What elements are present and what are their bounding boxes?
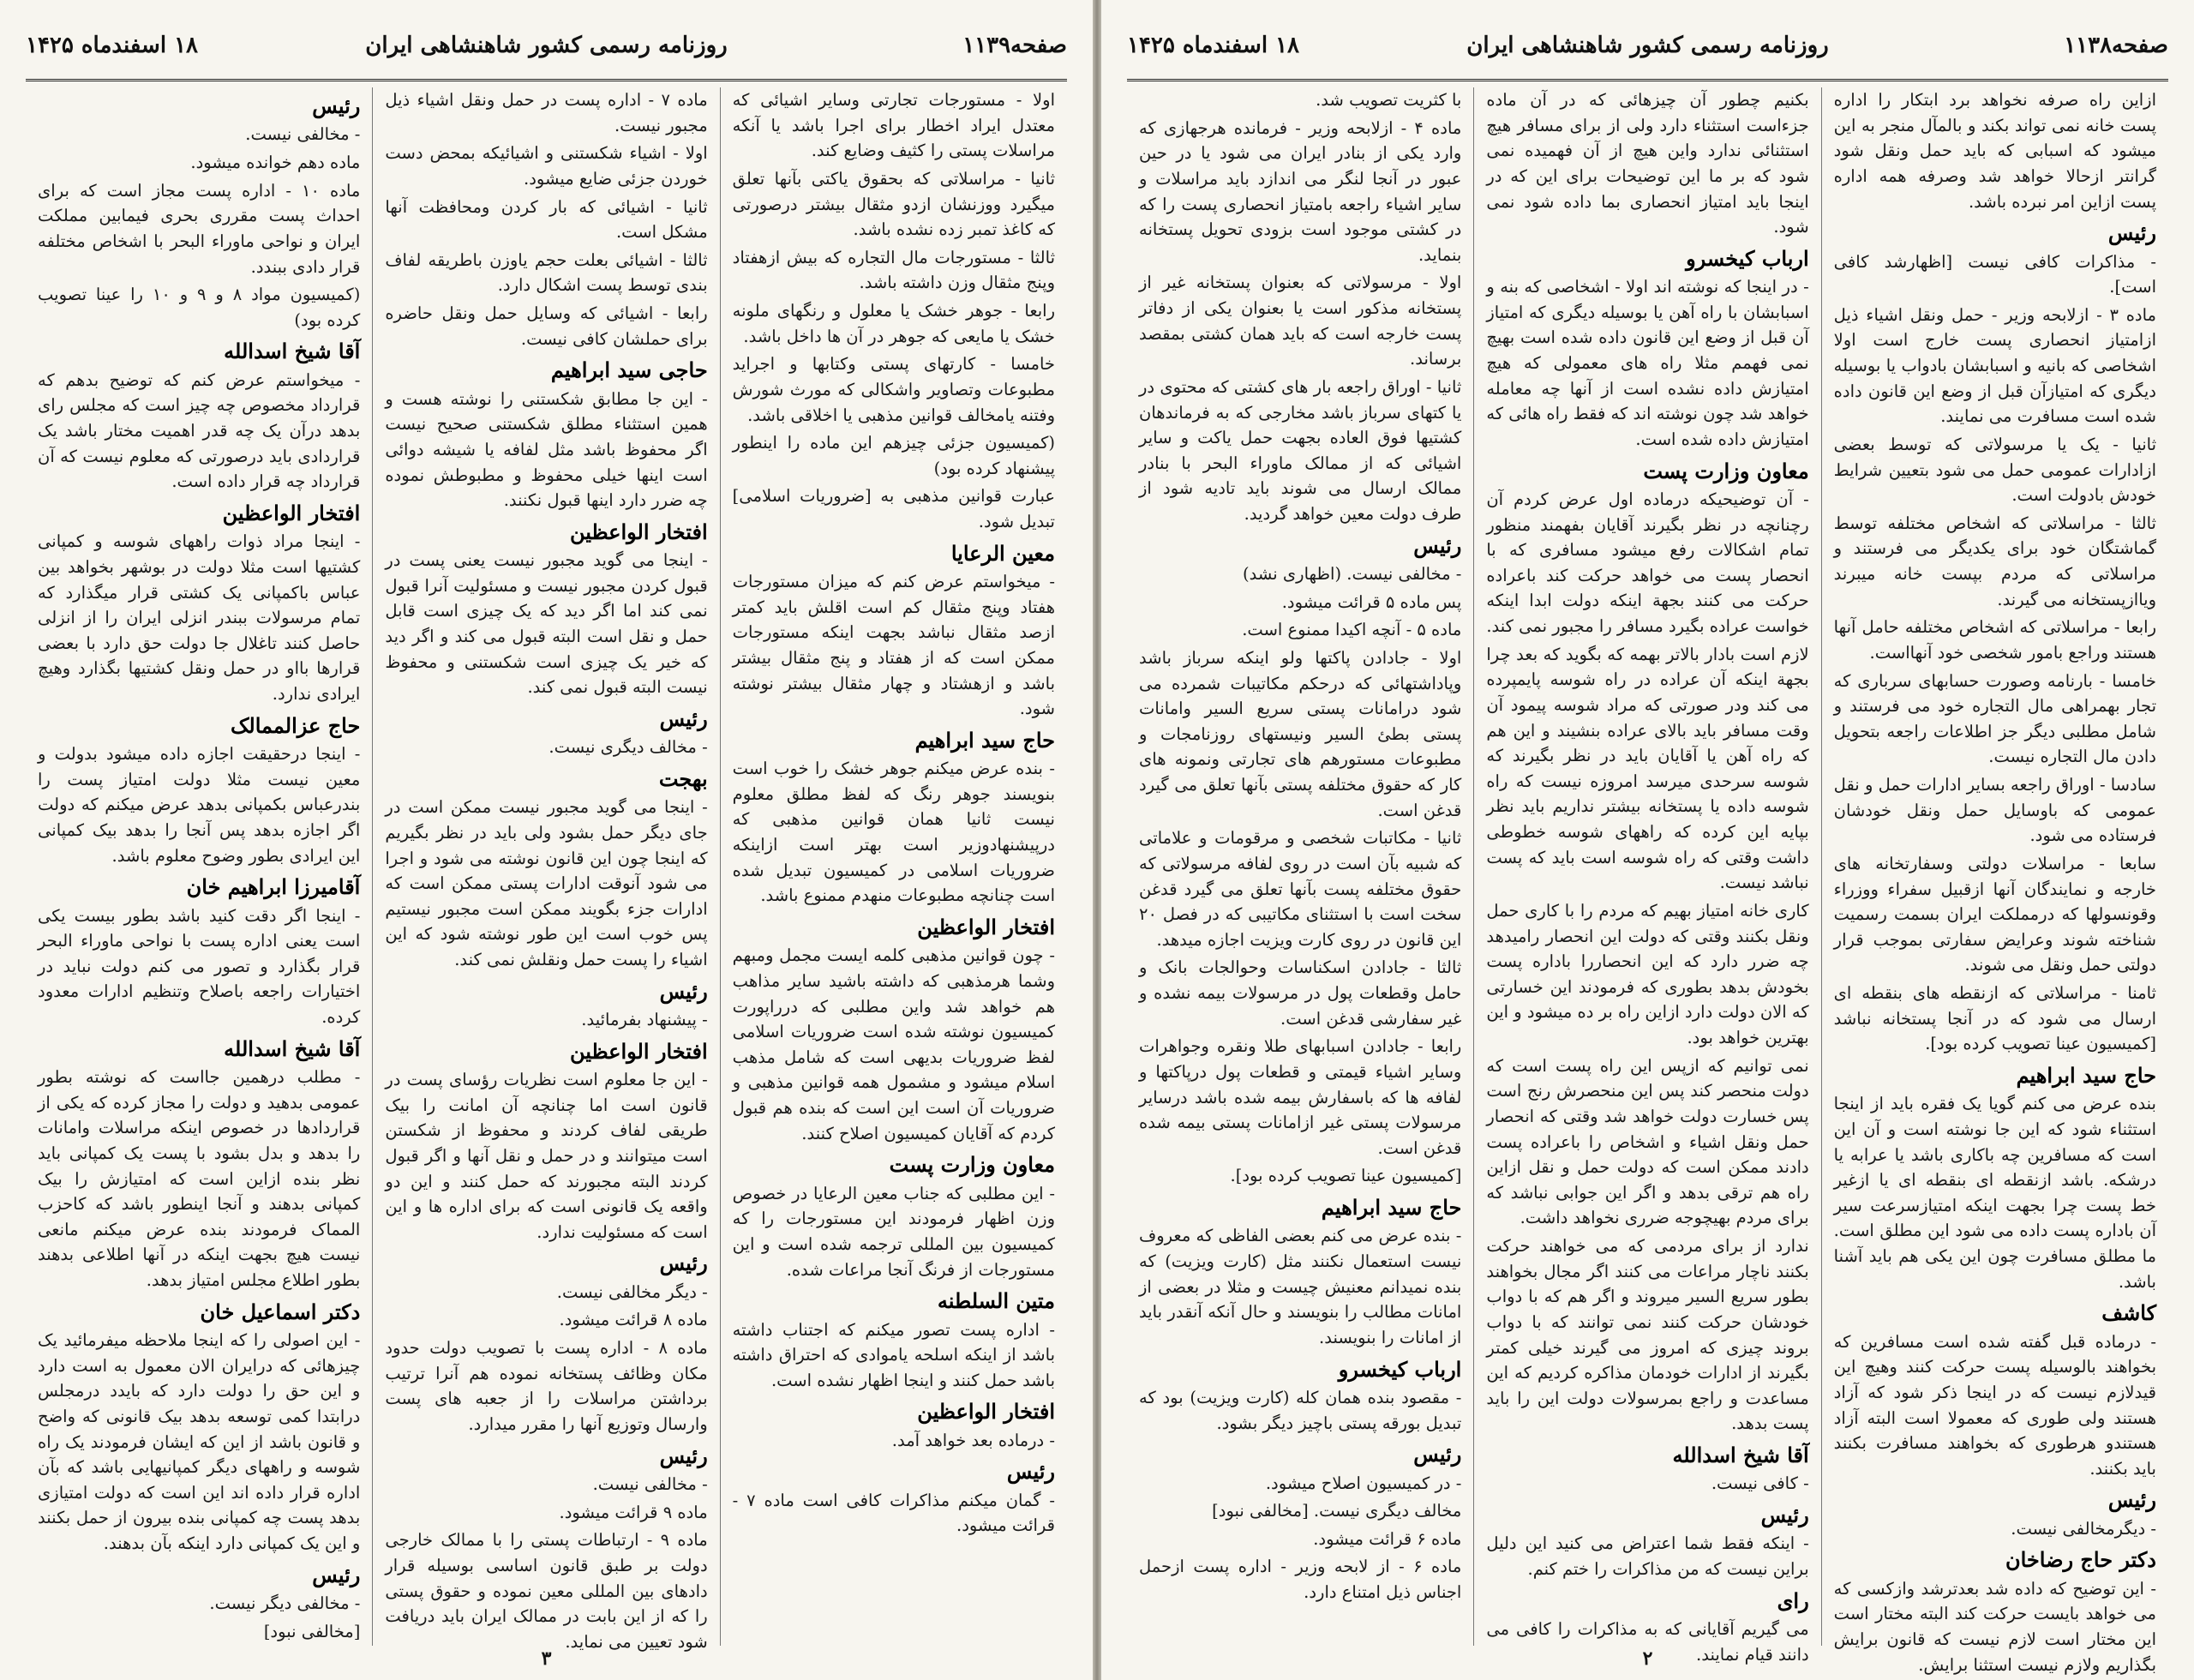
speaker-name: ارباب کیخسرو bbox=[1338, 1356, 1462, 1382]
paragraph: - درماده بعد خواهد آمد. bbox=[891, 1430, 1055, 1450]
paragraph: - این جا مطابق شکستنی را نوشته هست و همین استثناء مطلق شکستنی صحیح نیست اگر محفوظ باشد مثل لفافه یا شیشه دوائی است اینها خیلی محفوظ و مطبوطش نموده چه ضرر دارد اینها قبول نکنند. bbox=[385, 388, 708, 511]
paragraph: - مخالفی نیست. bbox=[592, 1474, 708, 1494]
paragraph: - اینجا درحقیقت اجازه داده میشود بدولت و معین نیست مثلا دولت امتیاز پست را بندرعباس بکمپانی بدهد عرض میکنم که دولت اگر اجازه بدهد پس آنجا را بدهد بیک کمپانی این ایرادی بطور وضوح معلوم باشد. bbox=[38, 744, 361, 866]
page-number: ۲ bbox=[1642, 1647, 1653, 1670]
paragraph: رابعا - جادادن اسبابهای طلا ونقره وجواهرات وسایر اشیاء قیمتی و قطعات پول درپاکتها و لفافه ها که باسفارش بیمه شده باشد درسایر مرسولات پستی غیر ازامانات پستی بیمه شده قدغن است. bbox=[1139, 1036, 1462, 1158]
paragraph: ثانیا - یک یا مرسولاتی که توسط بعضی ازادارات عمومی حمل می شود بتعیین شرایط خودش بادولت است. bbox=[1833, 434, 2156, 506]
paragraph: - مخالف دیگری نیست. bbox=[548, 737, 708, 758]
speaker-name: حاج سید ابراهیم bbox=[914, 727, 1055, 753]
page-label: صفحه۱۱۳۸ bbox=[2064, 33, 2168, 58]
paragraph: - کافی نیست. bbox=[1711, 1473, 1809, 1494]
paragraph: - در کمیسیون اصلاح میشود. bbox=[1265, 1473, 1462, 1493]
paragraph: ماده ۷ - اداره پست در حمل ونقل اشیاء ذیل مجبور نیست. bbox=[385, 90, 708, 135]
page-label: صفحه۱۱۳۹ bbox=[962, 33, 1067, 58]
speaker-name: حاج سید ابراهیم bbox=[1321, 1195, 1462, 1221]
paragraph: بکنیم چطور آن چیزهائی که در آن ماده جزءاست استثناء دارد ولی از برای مسافر هیچ استثنائی ندارد واین هیچ از آن فهمیده نمی شود که بر ما این توضیحات برای این که در اینجا باید امتیاز انحصاری بما داده شود نمی شود. bbox=[1486, 90, 1809, 237]
paragraph: ثامنا - مراسلاتی که ازنقطه های بنقطه ای ارسال می شود که در آنجا پستخانه نباشد [کمیسیون عینا تصویب کرده بود]. bbox=[1833, 983, 2156, 1054]
paragraph: با کثریت تصویب شد. bbox=[1316, 90, 1462, 110]
page-header bbox=[1127, 33, 2168, 74]
paragraph: ثانیا - اشیائی که بار کردن ومحافظت آنها مشکل است. bbox=[385, 196, 708, 243]
paragraph: رابعا - جوهر خشک یا معلول و رنگهای ملونه خشک یا مایعی که جوهر در آن ها داخل باشد. bbox=[732, 301, 1055, 346]
speaker-name: دکتر حاج رضاخان bbox=[2005, 1547, 2156, 1573]
paragraph: ثانیا - اوراق راجعه بار های کشتی که محتوی در یا کتهای سرباز باشد مخارجی که به فرماندهان کشتیها فوق العاده بجهت حمل یاکت و سایر اشیائی که از ممالک ماوراء البحر با بنادر ممالک ارسال می شوند باید تادیه شود از طرف دولت معین خواهد گردید. bbox=[1139, 376, 1462, 524]
paragraph: - بنده عرض می کنم بعضی الفاظی که معروف نیست استعمال نکنند مثل (کارت ویزیت) که بنده نمیدانم معنیش چیست و مثلا در بعضی از امانات مطالب را بنویسند و حال آنکه آنقدر باید از امانات را بنویسند. bbox=[1139, 1226, 1462, 1347]
paragraph: [مخالفی نبود] bbox=[263, 1621, 361, 1641]
paragraph: ماده ۳ - ازلابحه وزیر - حمل ونقل اشیاء ذیل ازامتیاز انحصاری پست خارج است اولا اشخاصی که بانیه و اسبابشان بادواب یا بوسیله دیگری که امتیازآن قبل از وضع این قانون داده شده است مسافرت می نمایند. bbox=[1833, 304, 2156, 427]
binding-gutter bbox=[1093, 0, 1101, 1680]
newspaper-title: روزنامه رسمی کشور شاهنشاهی ایران bbox=[1466, 33, 1829, 58]
speaker-name: آقامیرزا ابراهیم خان bbox=[186, 874, 361, 900]
paragraph: ثالثا - اشیائی بعلت حجم یاوزن باطریقه لفاف بندی توسط پست اشکال دارد. bbox=[385, 249, 708, 296]
text-column bbox=[720, 87, 1067, 1646]
paragraph: ماده ۶ قرائت میشود. bbox=[1313, 1528, 1462, 1549]
text-column bbox=[1127, 87, 1473, 1646]
paragraph: ثالثا - مستورجات مال التجاره که بیش ازهفتاد وپنج مثقال وزن داشته باشد. bbox=[732, 247, 1055, 293]
paragraph: - این توضیح که داده شد بعدترشد وازکسی که می خواهد بایست حرکت کند البته مختار است این مختار است لازم نیست که قانون برایش بگذاریم ولازم نیست استثنا برایش. bbox=[1833, 1578, 2156, 1675]
speaker-name: رئیس bbox=[659, 978, 708, 1004]
paragraph: خامسا - بارنامه وصورت حسابهای سرباری که تجار بهمراهی مال التجاره خود می فرستند و شامل مطلبی دیگر جز اطلاعات راجعه بتحویل دادن مال التجاره نیست. bbox=[1833, 670, 2156, 767]
paragraph: - بنده عرض میکنم جوهر خشک را خوب است بنویسند جوهر رنگ که لفظ مطلق معلوم نیست ثانیا همان قوانین مذهبی که درپیشنهادوزیر است بهتر است ازاینکه ضروریات اسلامی در کمیسیون تبدیل شده است چنانچه مطبوعات منهدم ممنوع باشد. bbox=[732, 759, 1055, 906]
paragraph: - مقصود بنده همان کله (کارت ویزیت) بود که تبدیل بورقه پستی باچیز دیگر بشود. bbox=[1139, 1387, 1462, 1433]
speaker-name: آقا شیخ اسدالله bbox=[224, 1035, 361, 1061]
newspaper-title: روزنامه رسمی کشور شاهنشاهی ایران bbox=[365, 33, 728, 58]
speaker-name: رئیس bbox=[312, 93, 361, 118]
paragraph: ماده ۸ قرائت میشود. bbox=[559, 1310, 708, 1330]
paragraph: - آن توضیحیکه درماده اول عرض کردم آن رچنانچه در نظر بگیرند آقایان بفهمند منظور تمام اشکالات رفع میشود مسافری که با انحصار پست می خواهد حرکت کند باعراده حرکت می کنند بجهة اینکه دولت ابدا اینکه خواست عراده بگیرد مسافر را مجبور نمی کند. bbox=[1486, 489, 1809, 637]
paragraph: کاری خانه امتیاز بهیم که مردم را با کاری حمل ونقل بکنند وقتی که دولت این انحصار رامیدهد چه ضرر دارد که این انحصاررا باداره پست بخودش بدهد بطوری که فرمودند این خسارتی که الان دولت دارد ازاین راه بر ده میشود و این بهترین خواهد بود. bbox=[1486, 900, 1809, 1048]
speaker-name: افتخار الواعظین bbox=[569, 1038, 708, 1064]
paragraph: - اداره پست تصور میکنم که اجتناب داشته باشد از اینکه اسلحه یاموادی که احتراق داشته باشد حمل کنند و اینجا اظهار نشده است. bbox=[732, 1319, 1055, 1390]
paragraph: مخالف دیگری نیست. [مخالفی نبود] bbox=[1212, 1501, 1462, 1521]
right-page bbox=[1101, 0, 2194, 1680]
speaker-name: معاون وزارت پست bbox=[889, 1152, 1055, 1178]
paragraph: ندارد از برای مردمی که می خواهند حرکت بکنند ناچار مراعات می کنند اگر مجال بخواهند بطور سریع السیر میروند و اگر هم که با دواب خودشان حرکت کنند نمی توانند که با دواب بروند چیزی که امروز می گیرند خیلی کمتر بگیرند از ادارات خودمان مذاکره کردیم که این مساعدت و راجع بمرسولات دولت این را باید پست بدهد. bbox=[1486, 1236, 1809, 1434]
paragraph: رابعا - اشیائی که وسایل حمل ونقل حاضره برای حملشان کافی نیست. bbox=[385, 303, 708, 349]
paragraph: - اینکه فقط شما اعتراض می کنید این دلیل براین نیست که من مذاکرات را ختم کنم. bbox=[1486, 1533, 1809, 1580]
speaker-name: رئیس bbox=[1413, 1442, 1462, 1467]
speaker-name: رئیس bbox=[1413, 532, 1462, 558]
paragraph: - پیشنهاد بفرمائید. bbox=[581, 1010, 708, 1030]
paragraph: اولا - اشیاء شکستنی و اشیائیکه بمحض دست خوردن جزئی ضایع میشود. bbox=[385, 143, 708, 189]
paragraph: ماده ۱۰ - اداره پست مجاز است که برای احداث پست مقرری بحری فیمابین مملکت ایران و نواحی ماوراء البحر با اشخاص مختلفه قرار دادی ببندد. bbox=[38, 180, 361, 277]
speaker-name: افتخار الواعظین bbox=[569, 519, 708, 544]
issue-date: ۱۸ اسفندماه ۱۴۲۵ bbox=[1127, 33, 1300, 58]
speaker-name: رئیس bbox=[2107, 1487, 2156, 1513]
paragraph: نمی توانیم که ازپس این راه پست است که دولت منحصر کند پس این منحصرش رنج است پس خسارت دولت خواهد شد وقتی که انحصار حمل ونقل اشیاء و اشخاص را باعراده پست دادند ممکن است که دولت حمل و نقل ازاین راه هم ترقی بدهد و اگر این جوابی نباشد که برای مردم بهیچوجه ضرری نخواهد داشت. bbox=[1486, 1055, 1809, 1228]
paragraph: سادسا - اوراق راجعه بسایر ادارات حمل و نقل عمومی که باوسایل حمل ونقل خودشان فرستاده می شود. bbox=[1833, 775, 2156, 846]
paragraph: ثانیا - مکاتبات شخصی و مرقومات و علاماتی که شبیه بآن است در روی لفافه مرسولاتی که حقوق مختلفه پست بآنها تعلق می گیرد قدغن سخت است با استثنای مکاتیبی که در فصل ۲۰ این قانون در روی کارت ویزیت اجازه میدهد. bbox=[1139, 828, 1462, 950]
paragraph: ماده ۴ - ازلابحه وزیر - فرمانده هرجهازی که وارد یکی از بنادر ایران می شود یا در حین عبور در آنجا لنگر می اندازد باید مراسلات و سایر اشیاء راجعه بامتیاز انحصاری پست را که در کشتی موجود است بزودی تحویل پستخانه بنماید. bbox=[1139, 117, 1462, 265]
page-number: ۳ bbox=[541, 1647, 552, 1670]
paragraph: ثالثا - مراسلاتی که اشخاص مختلفه توسط گماشتگان خود برای یکدیگر می فرستند و مراسلاتی که مردم بپست خانه میبرند ویاازپستخانه می گیرند. bbox=[1833, 513, 2156, 609]
header-rule bbox=[1127, 79, 2168, 81]
header-rule bbox=[26, 79, 1067, 81]
speaker-name: حاج سید ابراهیم bbox=[2016, 1062, 2156, 1088]
text-column bbox=[372, 87, 719, 1652]
paragraph: - مخالفی نیست. bbox=[245, 124, 361, 145]
paragraph: می گیریم آقایانی که به مذاکرات را کافی می دانند قیام نمایند. bbox=[1486, 1619, 1809, 1665]
paragraph: ماده ۹ - ارتباطات پستی را با ممالک خارجی دولت بر طبق قانون اساسی بوسیله قرار دادهای بین المللی معین نموده و حقوق پستی را که از این بابت در ممالک ایران باید دریافت شود تعیین می نماید. bbox=[385, 1530, 708, 1652]
speaker-name: حاجی سید ابراهیم bbox=[550, 357, 708, 383]
speaker-name: افتخار الواعظین bbox=[222, 500, 361, 525]
text-column bbox=[26, 87, 372, 1646]
speaker-name: رئیس bbox=[659, 705, 708, 731]
paragraph: ثالثا - جادادن اسکناسات وحوالجات بانک و حامل وقطعات پول در مرسولات بیمه نشده و غیر سفارشی قدغن است. bbox=[1139, 957, 1462, 1029]
left-page bbox=[0, 0, 1093, 1680]
paragraph: - مذاکرات کافی نیست [اظهارشد کافی است]. bbox=[1833, 251, 2156, 297]
speaker-name: افتخار الواعظین bbox=[917, 1399, 1055, 1425]
paragraph: سابعا - مراسلات دولتی وسفارتخانه های خارجه و نمایندگان آنها ازقبیل سفراء ووزراء وقونسولها که درمملکت ایران بسمت رسمیت شناخته شوند وعرایض سفارتی بموجب قرار دولتی حمل ونقل می شوند. bbox=[1833, 853, 2156, 975]
page-header bbox=[26, 33, 1067, 74]
paragraph: - در اینجا که نوشته اند اولا - اشخاصی که بنه و اسبابشان با راه آهن یا بوسیله دیگری که امتیاز آن قبل از وضع این قانون داده شده است بهیچ نمی فهمم مثلا راه های معمولی که هیچ امتیازش داده نشده است از آنها چه معامله خواهد شد چون نوشته اند که فقط راه هائی که امتیازش داده شده است. bbox=[1486, 277, 1809, 449]
speaker-name: بهجت bbox=[658, 765, 708, 791]
speaker-name: رئیس bbox=[312, 1562, 361, 1587]
paragraph: - این اصولی را که اینجا ملاحظه میفرمائید یک چیزهائی که درایران الان معمول به است دارد و این حق را دولت دارد که بایدد درمجلس درابتدا کمی توسعه بدهد بیک قانونی که واضح و قانون باشد از این که ایشان فرمودند یک راه شوسه و راههای دیگر کمپانیهایی باشد که بآن اداره قرار داده اند این است که دولت امتیازی بدهد پست چه کمپانی بنده بیرون از حمل بکنند و این یک کمپانی دارد اینکه بآن بدهند. bbox=[38, 1330, 361, 1554]
paragraph: ماده ۹ قرائت میشود. bbox=[559, 1502, 708, 1522]
paragraph: - این مطلبی که جناب معین الرعایا در خصوص وزن اظهار فرمودند این مستورجات را که کمیسیون بین المللی ترجمه شده است و این مستورجات از فرنگ آنجا مراعات شده. bbox=[732, 1183, 1055, 1280]
speaker-name: کاشف bbox=[2101, 1300, 2156, 1326]
paragraph: اولا - مرسولاتی که بعنوان پستخانه غیر از پستخانه مذکور است یا بعنوان یکی از دفاتر پست خارجه است که باید همان کشتی بمقصد برساند. bbox=[1139, 273, 1462, 369]
paragraph: - اینجا اگر دقت کنید باشد بطور بیست یکی است یعنی اداره پست با نواحی ماوراء البحر قرار بگذارد و تصور می کنم دولت نباید در اختیارات راجعه باصلاح وتنظیم ادارات معدود کرده. bbox=[38, 905, 361, 1028]
paragraph: - میخواستم عرض کنم که توضیح بدهم که قرارداد مخصوص چه چیز است که مجلس رای بدهد درآن یک چه قدر اهمیت مختار باشد یک قراردادی باید درصورتی که معلوم نیست که آن قرارداد چه قرار داده است. bbox=[38, 369, 361, 492]
paragraph: اولا - مستورجات تجارتی وسایر اشیائی که معتدل ایراد اخطار برای اجرا باشد یا آنکه مراسلات پستی را کثیف وضایع کند. bbox=[732, 90, 1055, 161]
speaker-name: رئیس bbox=[1006, 1459, 1055, 1485]
speaker-name: آقا شیخ اسدالله bbox=[224, 339, 361, 364]
paragraph: - اینجا می گوید مجبور نیست یعنی پست در قبول کردن مجبور نیست و مسئولیت آنرا قبول نمی کند اما اگر دید که یک چیزی است قابل حمل و نقل است البته قبول می کند و اگر دید که خیر یک چیزی است شکستنی و محفوظ نیست البته قبول نمی کند. bbox=[385, 550, 708, 698]
paragraph: - دیگر مخالفی نیست. bbox=[556, 1281, 708, 1302]
speaker-name: معین الرعایا bbox=[950, 540, 1055, 566]
paragraph: بنده عرض می کنم گویا یک فقره باید از اینجا استثناء شود که این جا نوشته است و آن این است که مسافرین چه باکاری باشد یا عرابه یا درشکه. باشد ازنقطه ای بنقطه ای یا ازغیر خط پست چرا بجهت اینکه امتیازسرعت سیر آن باداره پست داده می شود این مطلق است. ما مطلق مسافرت چون این یکی هم باید آشنا باشد. bbox=[1833, 1094, 2156, 1292]
speaker-name: آقا شیخ اسدالله bbox=[1672, 1443, 1809, 1468]
paragraph: - میخواستم عرض کنم که میزان مستورجات هفتاد وپنج مثقال کم است اقلش باید کمتر ازصد مثقال نباشد بجهت اینکه مستورجات ممکن است که از هفتاد و پنج مثقال بیشتر باشد و ازهشتاد و چهار مثقال بیشتر نوشته شود. bbox=[732, 572, 1055, 719]
paragraph: - گمان میکنم مذاکرات کافی است ماده ۷ - قرائت میشود. bbox=[732, 1490, 1055, 1536]
speaker-name: معاون وزارت پست bbox=[1643, 458, 1809, 483]
issue-date: ۱۸ اسفندماه ۱۴۲۵ bbox=[26, 33, 199, 58]
column-container bbox=[26, 87, 1067, 1652]
paragraph: - چون قوانین مذهبی کلمه ایست مجمل ومبهم وشما هرمذهبی که داشته باشید سایر مذاهب هم خواهد شد واین مطلبی که درراپورت کمیسیون نوشته شده است ضروریات اسلامی لفظ ضروریات بدیهی است که شامل مذهب اسلام میشود و مشمول همه قوانین مذهبی و ضروریات آن است این است که بنده هم قبول کردم که آقایان کمیسیون اصلاح کنند. bbox=[732, 945, 1055, 1143]
paragraph: لازم است بادار بالاتر بهمه که بگوید که بعد چرا بجهة اینکه آن عراده در راه شوسه پایمپرده می کند ودر صورتی که مراد شوسه پیمود آن وقت مسافر باید بالای عراده بنشیند و این هم که راه آهن یا آقایان باید در نظر بگیرند که شوسه سرحدی میرسد امروزه نیست که راه شوسه داده یا پستخانه بیشتر نداریم باید نظر بپایه این کرده که راههای شوسه خطوطی داشت وقتی که راه شوسه است باید که پست نباشد نیست. bbox=[1486, 644, 1809, 893]
paragraph: (کمیسیون جزئی چیزهم این ماده را اینطور پیشنهاد کرده بود) bbox=[732, 433, 1055, 478]
paragraph: خامسا - کارتهای پستی وکتابها و اجراید مطبوعات وتصاویر واشکالی که مورث شورش وفتنه یامخالف قوانین مذهبی یا اخلاقی باشد. bbox=[732, 354, 1055, 425]
paragraph: ازاین راه صرفه نخواهد برد ابتکار را اداره پست خانه نمی تواند بکند و بالمآل منجر به این میشود که اسبابی که باید حمل ونقل شود گرانتر ازحالا خواهد شد وصرفه همه اداره پست ازاین امر نبرده باشد. bbox=[1833, 90, 2156, 212]
paragraph: - درماده قبل گفته شده است مسافرین که بخواهند بالوسیله پست حرکت کنند وهیچ این قیدلازم نیست که در اینجا ذکر شود که آزاد هستند ولی طوری که معمولا است البته آزاد هستندو هرطوری که بخواهند مسافرت بکنند باید بکنند. bbox=[1833, 1331, 2156, 1479]
paragraph: اولا - جادادن پاکتها ولو اینکه سرباز باشد وپاداشتهائی که درحکم مکاتیبات شمرده می شود درامانات پستی سریع السیر وامانات پستی بطئ السیر ونیستهای روزنامجات و مطبوعات مستورهم های تجارتی ونمونه های کار که حقوق مختلفه پستی بآنها تعلق می گیرد قدغن است. bbox=[1139, 647, 1462, 820]
speaker-name: رای bbox=[1777, 1587, 1809, 1613]
paragraph: - مخالفی دیگر نیست. bbox=[209, 1593, 361, 1614]
paragraph: (کمیسیون مواد ۸ و ۹ و ۱۰ را عینا تصویب کرده بود) bbox=[38, 285, 361, 330]
paragraph: [کمیسیون عینا تصویب کرده بود]. bbox=[1230, 1166, 1462, 1186]
paragraph: ماده ۵ - آنچه اکیدا ممنوع است. bbox=[1242, 620, 1462, 640]
paragraph: ماده دهم خوانده میشود. bbox=[190, 153, 361, 173]
paragraph: - دیگرمخالفی نیست. bbox=[2011, 1518, 2156, 1539]
paragraph: عبارت قوانین مذهبی به [ضروریات اسلامی] تبدیل شود. bbox=[732, 486, 1055, 531]
paragraph: - اینجا می گوید مجبور نیست ممکن است در جای دیگر حمل بشود ولی باید در نظر بگیریم که اینجا چون این قانون نوشته می شود و اجرا می شود آنوقت ادارات پستی ممکن است که ادارات جزء بگویند ممکن است مجبور نیستیم پس خوب است این طور نوشته شود که این اشیاء را پست حمل ونقلش نمی کند. bbox=[385, 797, 708, 970]
paragraph: - مطلب درهمین جااست که نوشته بطور عمومی بدهید و دولت را مجاز کرده که یکی از قراردادها در خصوص اینکه مراسلات وامانات را بدهد و بدل بشود با پست یک کمپانی باید نظر بنده ازاین است که امتیازش را بیک کمپانی بدهند و آنجا اینطور باشد که کاحزب المماک فرمودند بنده عرض میکنم مانعی نیست هیچ بجهت اینکه در آنها اطلاعی بدهند بطور اطلاع مجلس امتیاز بدهد. bbox=[38, 1067, 361, 1291]
speaker-name: رئیس bbox=[659, 1251, 708, 1276]
paragraph: - اینجا مراد ذوات راههای شوسه و کمپانی کشتیها است مثلا دولت در بوشهر بخواهد بین عباس باکمپانی یک کشتی قرار میگذارد که تمام مرسولات ببندر انزلی ایران را از انزلی حاصل کنند تاغلال جا دولت حق دارد با بعضی قرارها بااو در حمل ونقل کشتیها بگذارد وهیچ ایرادی ندارد. bbox=[38, 531, 361, 705]
speaker-name: حاج عزالممالک bbox=[230, 712, 361, 738]
speaker-name: رئیس bbox=[659, 1443, 708, 1468]
speaker-name: رئیس bbox=[1760, 1503, 1809, 1528]
paragraph: - این جا معلوم است نظریات رؤسای پست در قانون است اما چنانچه آن امانت را بیک طریقی لفاف کردند و محفوظ از شکستن است میتوانند و در حمل و نقل آنها و اگر قبول کردند البته مجبورند که حمل کنند و این دو واقعه یک قانونی است که برای اداره ها و این است که مسئولیت ندارد. bbox=[385, 1070, 708, 1242]
speaker-name: متین السلطنه bbox=[937, 1288, 1055, 1314]
speaker-name: دکتر اسماعیل خان bbox=[200, 1299, 361, 1324]
paragraph: - مخالفی نیست. (اظهاری نشد) bbox=[1243, 564, 1462, 585]
speaker-name: ارباب کیخسرو bbox=[1686, 245, 1809, 271]
speaker-name: رئیس bbox=[2107, 220, 2156, 246]
paragraph: پس ماده ۵ قرائت میشود. bbox=[1281, 591, 1462, 612]
column-container bbox=[1127, 87, 2168, 1675]
paragraph: ماده ۸ - اداره پست با تصویب دولت حدود مکان وظائف پستخانه نموده هم آنرا ترتیب برداشتن مراسلات را از جعبه های پست وارسال وتوزیع آنها را مقرر میدارد. bbox=[385, 1338, 708, 1434]
paragraph: رابعا - مراسلاتی که اشخاص مختلفه حامل آنها هستند وراجع بامور شخصی خود آنهااست. bbox=[1833, 617, 2156, 663]
text-column bbox=[1821, 87, 2168, 1675]
text-column bbox=[1473, 87, 1820, 1665]
paragraph: ثانیا - مراسلاتی که بحقوق یاکتی بآنها تعلق میگیرد ووزنشان ازدو مثقال بیشتر درصورتی که کاغذ تمبر زده نشده باشد. bbox=[732, 168, 1055, 240]
paragraph: ماده ۶ - از لابحه وزیر - اداره پست ازحمل اجناس ذیل امتناع دارد. bbox=[1139, 1557, 1462, 1603]
speaker-name: افتخار الواعظین bbox=[917, 914, 1055, 939]
